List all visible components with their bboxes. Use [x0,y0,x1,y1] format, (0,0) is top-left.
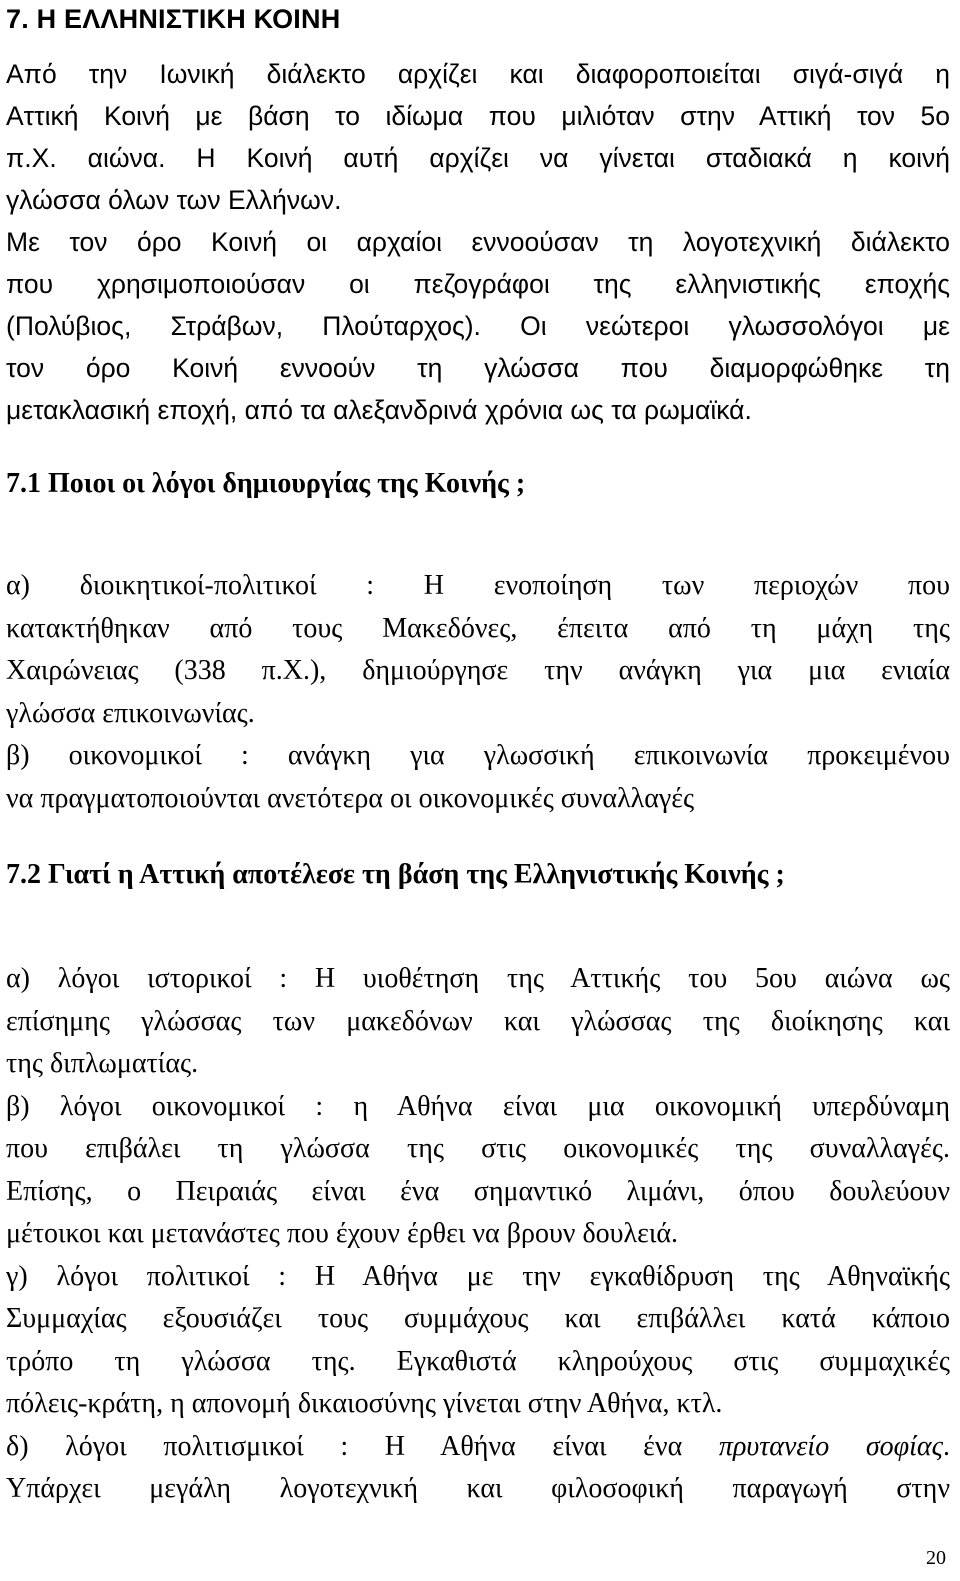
intro-line: π.Χ. αιώνα. Η Κοινή αυτή αρχίζει να γίνεται σταδιακά η κοινή [6,143,950,173]
section-line: τρόπο τη γλώσσα της. Εγκαθιστά κληρούχους στις συμμαχικές [6,1345,950,1377]
section-line: Συμμαχίας εξουσιάζει τους συμμάχους και επιβάλλει κατά κάποιο [6,1303,950,1334]
intro-line: γλώσσα όλων των Ελλήνων. [6,185,342,215]
section-line: της διπλωματίας. [6,1048,199,1079]
section-line: Υπάρχει μεγάλη λογοτεχνική και φιλοσοφική παραγωγή στην [6,1473,950,1504]
italic-phrase: πρυτανείο σοφίας [718,1430,943,1462]
page-number: 20 [926,1547,946,1569]
section-line: μέτοικοι και μετανάστες που έχουν έρθει να βρουν δουλειά. [6,1218,679,1249]
section-line: επίσημης γλώσσας των μακεδόνων και γλώσσας της διοίκησης και [6,1005,950,1037]
culture-line-end: . [943,1430,950,1462]
section-line: κατακτήθηκαν από τους Μακεδόνες, έπειτα από τη μάχη της [6,612,950,644]
intro-line: Από την Ιωνική διάλεκτο αρχίζει και διαφοροποιείται σιγά-σιγά η [6,59,950,89]
section-line: Επίσης, ο Πειραιάς είναι ένα σημαντικό λιμάνι, όπου δουλεύουν [6,1175,950,1207]
intro-line: τον όρο Κοινή εννοούν τη γλώσσα που διαμορφώθηκε τη [6,353,950,383]
section-7-1-body [6,565,950,820]
culture-line [6,1426,950,1469]
document-page [6,0,950,1511]
intro-line: Αττική Κοινή με βάση το ιδίωμα που μιλιόταν στην Αττική τον 5ο [6,101,950,131]
intro-line: (Πολύβιος, Στράβων, Πλούταρχος). Οι νεώτεροι γλωσσολόγοι με [6,311,950,341]
section-line: α) λόγοι ιστορικοί : Η υιοθέτηση της Αττικής του 5ου αιώνα ως [6,963,950,994]
section-line: β) λόγοι οικονομικοί : η Αθήνα είναι μια οικονομική υπερδύναμη [6,1090,950,1122]
page-title: 7. Η ΕΛΛΗΝΙΣΤΙΚΗ ΚΟΙΝΗ [6,4,341,34]
culture-line-start: δ) λόγοι πολιτισμικοί : Η Αθήνα είναι ένα [6,1430,719,1462]
intro-line: μετακλασική εποχή, από τα αλεξανδρινά χρόνια ως τα ρωμαϊκά. [6,395,752,425]
section-heading-7-2: 7.2 Γιατί η Αττική αποτέλεσε τη βάση της Ελληνιστικής Κοινής ; [6,859,785,890]
section-line: Χαιρώνειας (338 π.Χ.), δημιούργησε την ανάγκη για μια ενιαία [6,655,950,686]
section-line: γ) λόγοι πολιτικοί : Η Αθήνα με την εγκαθίδρυση της Αθηναϊκής [6,1260,950,1292]
section-line: που επιβάλει τη γλώσσα της στις οικονομικές της συναλλαγές. [6,1133,950,1164]
section-line: να πραγματοποιούνται ανετότερα οι οικονομικές συναλλαγές [6,782,695,814]
section-7-2-body [6,958,950,1511]
intro-line: Με τον όρο Κοινή οι αρχαίοι εννοούσαν τη λογοτεχνική διάλεκτο [6,227,950,257]
section-line: α) διοικητικοί-πολιτικοί : Η ενοποίηση των περιοχών που [6,570,950,601]
section-line: γλώσσα επικοινωνίας. [6,697,255,729]
section-heading-7-1: 7.1 Ποιοι οι λόγοι δημιουργίας της Κοινής ; [6,468,526,499]
intro-line: που χρησιμοποιούσαν οι πεζογράφοι της ελληνιστικής εποχής [6,269,950,299]
section-line: β) οικονομικοί : ανάγκη για γλωσσική επικοινωνία προκειμένου [6,740,950,771]
section-line: πόλεις-κράτη, η απονομή δικαιοσύνης γίνεται στην Αθήνα, κτλ. [6,1388,723,1419]
intro-paragraph [6,53,950,431]
